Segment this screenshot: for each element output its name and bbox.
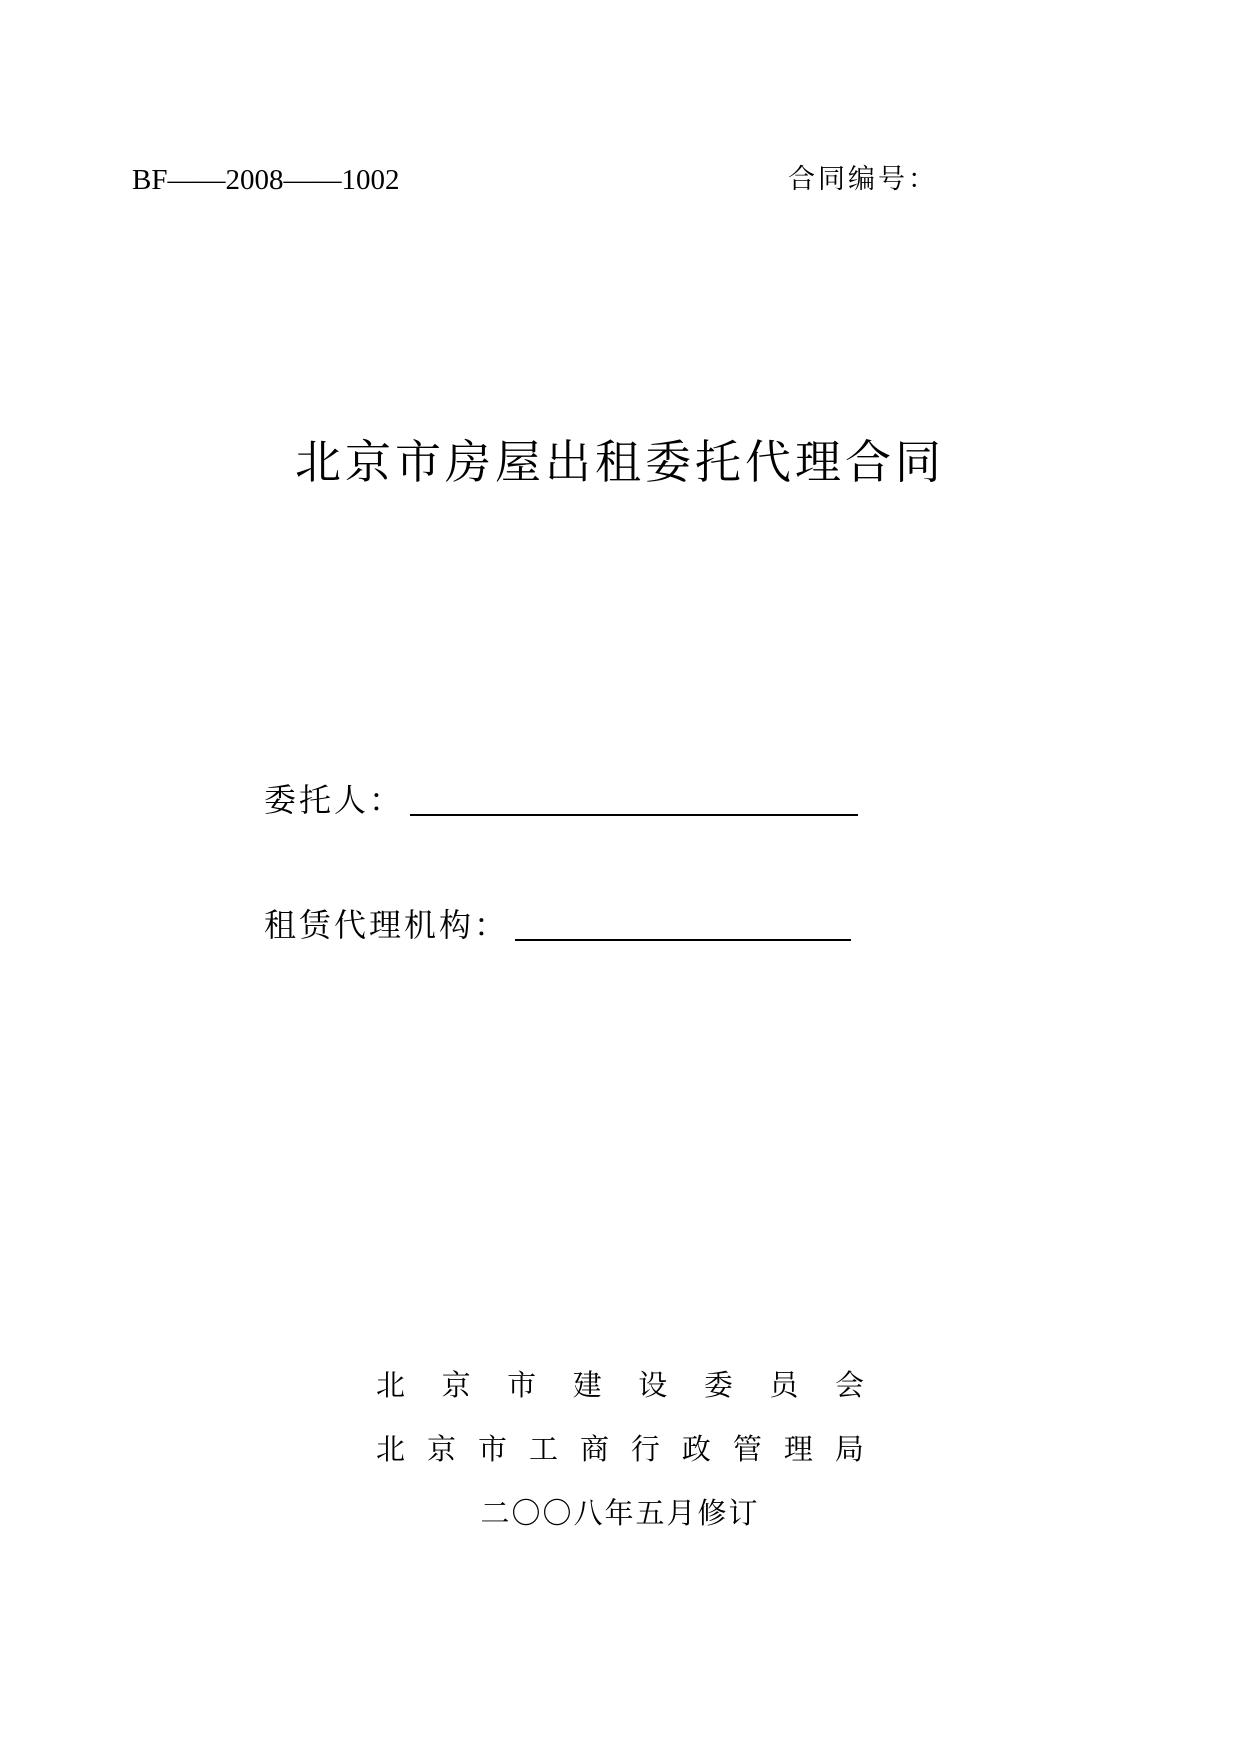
document-title: 北京市房屋出租委托代理合同 — [295, 435, 945, 489]
issuer-char: 理 — [783, 1432, 813, 1466]
form-code: BF——2008——1002 — [132, 164, 400, 196]
issuer-char: 京 — [426, 1432, 456, 1466]
issuer-char: 设 — [638, 1368, 668, 1402]
issuer-char: 北 — [376, 1432, 406, 1466]
issuer-char: 会 — [834, 1368, 864, 1402]
issuer-char: 政 — [681, 1432, 711, 1466]
issuer-char: 管 — [732, 1432, 762, 1466]
agency-row — [264, 903, 851, 947]
issuer-construction-commission — [376, 1365, 864, 1405]
revision-date: 二〇〇八年五月修订 — [480, 1496, 760, 1530]
issuer-char: 工 — [528, 1432, 558, 1466]
issuer-char: 委 — [703, 1368, 733, 1402]
contract-number-label: 合同编号： — [788, 164, 938, 195]
issuer-char: 市 — [477, 1432, 507, 1466]
issuer-char: 京 — [441, 1368, 471, 1402]
issuer-char: 员 — [769, 1368, 799, 1402]
principal-blank-line — [410, 814, 858, 816]
agency-blank-line — [515, 939, 851, 941]
issuer-char: 建 — [572, 1368, 602, 1402]
issuer-char: 商 — [579, 1432, 609, 1466]
principal-row — [264, 778, 858, 822]
issuer-char: 行 — [630, 1432, 660, 1466]
issuer-char: 市 — [507, 1368, 537, 1402]
agency-label: 租赁代理机构： — [264, 906, 510, 944]
issuer-char: 局 — [834, 1432, 864, 1466]
issuer-char: 北 — [376, 1368, 406, 1402]
issuer-industry-commerce-bureau — [376, 1429, 864, 1469]
principal-label: 委托人： — [264, 781, 405, 819]
